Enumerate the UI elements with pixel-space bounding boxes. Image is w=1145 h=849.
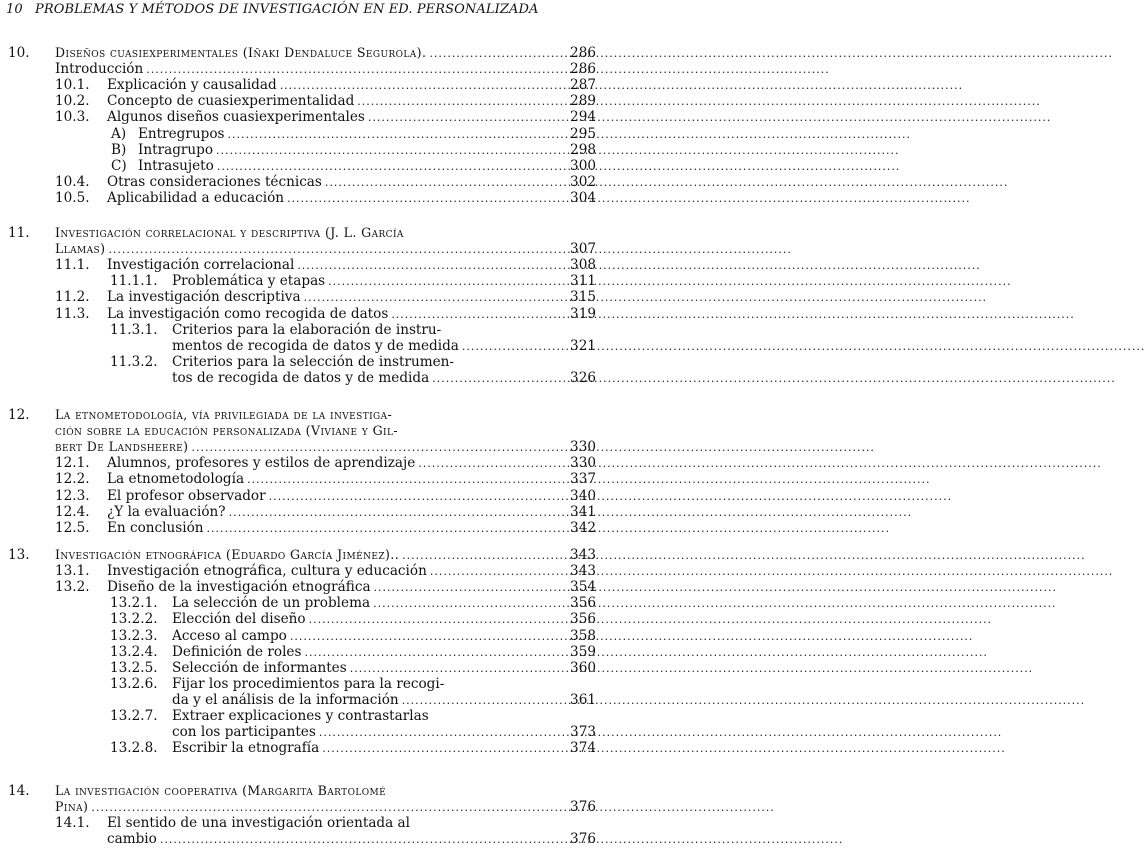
entry-text: El sentido de una investigación orientada al <box>107 815 411 832</box>
entry-number: 13.2.1. <box>110 595 158 612</box>
toc-entry-line <box>172 739 548 757</box>
entry-text: Criterios para la elaboración de instru- <box>172 321 442 338</box>
entry-text: tos de recogida de datos y de medida <box>172 369 430 386</box>
entry-text: El profesor observador <box>107 487 266 504</box>
entry-number: 13.2.4. <box>110 643 158 660</box>
entry-page-number: 337 <box>570 471 596 488</box>
entry-number: C) <box>111 157 127 174</box>
entry-number: 13.2.6. <box>110 675 158 692</box>
entry-text: Intrasujeto <box>138 157 214 174</box>
entry-number: B) <box>111 141 127 158</box>
entry-page-number: 354 <box>570 579 596 596</box>
entry-text: En conclusión <box>107 519 204 536</box>
entry-number: 10.5. <box>55 189 90 206</box>
entry-number: 10.1. <box>55 77 90 94</box>
entry-text: La investigación descriptiva <box>107 289 301 306</box>
entry-number: 13.1. <box>55 563 90 580</box>
entry-text: La selección de un problema <box>172 595 371 612</box>
entry-page-number: 289 <box>570 93 596 110</box>
leader-dots <box>322 740 1005 758</box>
entry-number: 11.2. <box>55 289 90 306</box>
entry-text: Entregrupos <box>138 125 225 142</box>
leader-dots <box>287 190 970 208</box>
entry-page-number: 373 <box>570 724 596 741</box>
entry-page-number: 356 <box>570 595 596 612</box>
entry-text: Diseño de la investigación etnográfica <box>107 579 371 596</box>
entry-page-number: 304 <box>570 189 596 206</box>
entry-number: 13.2.7. <box>110 708 158 724</box>
entry-text: Acceso al campo <box>172 627 287 644</box>
toc-entry-line <box>107 830 548 848</box>
entry-number: 11.3. <box>55 305 90 322</box>
entry-page-number: 287 <box>570 77 596 94</box>
chapter-page-number: 330 <box>570 439 596 456</box>
entry-text: Criterios para la selección de instrumen- <box>172 353 454 370</box>
entry-number: 13.2.3. <box>110 627 158 644</box>
entry-text: Otras consideraciones técnicas <box>107 173 322 190</box>
chapter-title-text: Pina) <box>55 799 89 815</box>
entry-page-number: 319 <box>570 305 596 322</box>
chapter-page-number: 286 <box>570 45 596 61</box>
chapter-number: 10. <box>8 45 30 61</box>
entry-number: 11.3.1. <box>110 321 158 338</box>
entry-page-number: 359 <box>570 643 596 660</box>
entry-text: Escribir la etnografía <box>172 740 320 757</box>
chapter-page-number: 343 <box>570 547 596 563</box>
leader-dots <box>432 370 1115 388</box>
entry-number: 11.3.2. <box>110 353 158 370</box>
chapter-number: 13. <box>8 547 30 563</box>
toc-entry-line <box>107 519 548 537</box>
entry-page-number: 311 <box>570 273 596 290</box>
entry-page-number: 358 <box>570 627 596 644</box>
entry-number: 12.4. <box>55 503 90 520</box>
entry-page-number: 342 <box>570 519 596 536</box>
toc-entry-line <box>107 189 548 207</box>
chapter-title-text: ción sobre la educación personalizada (Viviane y Gil- <box>55 423 399 439</box>
entry-page-number: 326 <box>570 369 596 386</box>
chapter-page-number: 376 <box>570 799 596 816</box>
entry-number: 13.2.2. <box>110 611 158 628</box>
entry-text: con los participantes <box>172 724 316 741</box>
chapter-title-text: bert De Landsheere) <box>55 439 189 455</box>
entry-text: Intragrupo <box>138 141 214 158</box>
entry-page-number: 376 <box>570 831 596 848</box>
entry-text: cambio <box>107 831 157 848</box>
entry-number: 13.2.8. <box>110 740 158 757</box>
chapter-title-text: La investigación cooperativa (Margarita Bartolomé <box>55 783 387 798</box>
entry-text: Alumnos, profesores y estilos de aprendizaje <box>107 455 416 472</box>
chapter-number: 11. <box>8 225 30 241</box>
entry-page-number: 298 <box>570 141 596 158</box>
entry-text: La etnometodología <box>107 471 245 488</box>
entry-text: Aplicabilidad a educación <box>107 189 285 206</box>
entry-number: 12.2. <box>55 471 90 488</box>
chapter-title-text: Llamas) <box>55 241 106 257</box>
entry-page-number: 361 <box>570 691 596 708</box>
entry-text: Selección de informantes <box>172 659 347 676</box>
toc-entry-line <box>172 369 548 387</box>
entry-page-number: 330 <box>570 455 596 472</box>
entry-text: ¿Y la evaluación? <box>107 503 226 520</box>
entry-number: A) <box>111 125 127 142</box>
entry-text: Extraer explicaciones y contrastarlas <box>172 708 429 724</box>
entry-number: 10.4. <box>55 173 90 190</box>
entry-number: 10.2. <box>55 93 90 110</box>
entry-text: mentos de recogida de datos y de medida <box>172 337 459 354</box>
chapter-title-text: Investigación etnográfica (Eduardo García Jiménez).. <box>55 547 400 562</box>
entry-text: Elección del diseño <box>172 611 306 628</box>
entry-text: Introducción <box>55 61 144 78</box>
header-page-number: 10 <box>6 2 23 17</box>
entry-text: Algunos diseños cuasiexperimentales <box>107 109 365 126</box>
entry-text: Explicación y causalidad <box>107 77 277 94</box>
entry-page-number: 356 <box>570 611 596 628</box>
chapter-title-text: Diseños cuasiexperimentales (Iñaki Dendaluce Segurola). <box>55 45 427 60</box>
entry-text: da y el análisis de la información <box>172 691 399 708</box>
entry-text: Definición de roles <box>172 643 302 660</box>
entry-page-number: 295 <box>570 125 596 142</box>
leader-dots <box>160 831 843 849</box>
entry-page-number: 321 <box>570 337 596 354</box>
entry-page-number: 341 <box>570 503 596 520</box>
entry-number: 12.3. <box>55 487 90 504</box>
entry-page-number: 343 <box>570 563 596 580</box>
entry-text: Investigación etnográfica, cultura y educación <box>107 563 427 580</box>
entry-text: La investigación como recogida de datos <box>107 305 389 322</box>
entry-page-number: 374 <box>570 740 596 757</box>
entry-page-number: 286 <box>570 61 596 78</box>
entry-number: 14.1. <box>55 815 90 832</box>
entry-page-number: 308 <box>570 257 596 274</box>
entry-number: 13.2.5. <box>110 659 158 676</box>
entry-text: Fijar los procedimientos para la recogi- <box>172 675 445 692</box>
chapter-title-text: Investigación correlacional y descriptiva (J. L. García <box>55 225 404 240</box>
entry-page-number: 340 <box>570 487 596 504</box>
entry-number: 11.1.1. <box>110 273 158 290</box>
entry-number: 13.2. <box>55 579 90 596</box>
entry-text: Investigación correlacional <box>107 257 295 274</box>
entry-page-number: 302 <box>570 173 596 190</box>
chapter-number: 12. <box>8 407 30 423</box>
entry-page-number: 294 <box>570 109 596 126</box>
leader-dots <box>207 520 890 538</box>
entry-text: Problemática y etapas <box>172 273 326 290</box>
chapter-title-text: La etnometodología, vía privilegiada de la investiga- <box>55 407 393 422</box>
entry-page-number: 315 <box>570 289 596 306</box>
entry-text: Concepto de cuasiexperimentalidad <box>107 93 355 110</box>
entry-number: 10.3. <box>55 109 90 126</box>
entry-page-number: 300 <box>570 157 596 174</box>
chapter-page-number: 307 <box>570 241 596 258</box>
entry-number: 12.5. <box>55 519 90 536</box>
entry-page-number: 360 <box>570 659 596 676</box>
chapter-number: 14. <box>8 783 30 799</box>
header-title: PROBLEMAS Y MÉTODOS DE INVESTIGACIÓN EN ED. PERSONALIZADA <box>34 2 539 17</box>
entry-number: 11.1. <box>55 257 90 274</box>
entry-number: 12.1. <box>55 455 90 472</box>
